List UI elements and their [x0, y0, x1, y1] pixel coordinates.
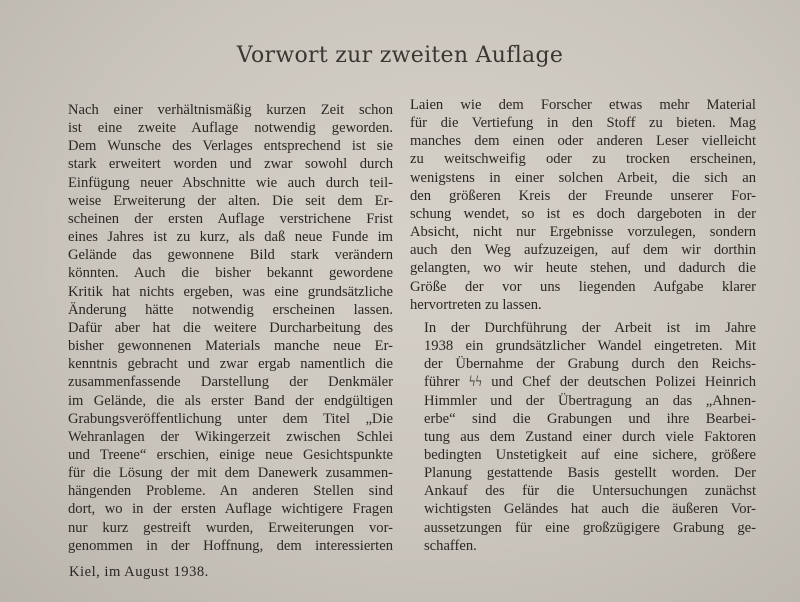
text-line: Größe der vor uns liegenden Aufgabe klarer: [410, 278, 756, 295]
text-line: Nach einer verhältnismäßig kurzen Zeit schon: [68, 102, 393, 118]
text-line: auch den Weg aufzuzeigen, auf dem wir dorthin: [410, 242, 756, 259]
text-line: Laien wie dem Forscher etwas mehr Material: [410, 97, 756, 113]
text-line: kenntnis gebracht und zwar ergab namentlich die: [68, 356, 393, 373]
text-line: bisher gewonnenen Materials manche neue Er-: [68, 338, 393, 355]
right-column: [410, 96, 756, 555]
text-line: zusammenfassende Darstellung der Denkmäler: [68, 374, 393, 391]
text-line: nur kurz gestreift wurden, Erweiterungen vor-: [68, 519, 393, 536]
text-line: manches dem einen oder anderen Leser vielleicht: [410, 133, 756, 150]
text-line: In der Durchführung der Arbeit ist im Jahre: [424, 319, 756, 336]
text-line: Dafür aber hat die weitere Durcharbeitung des: [68, 319, 393, 336]
text-line: weise Erweiterung der alten. Die seit dem Er-: [68, 192, 393, 209]
text-line: Gelände das gewonnene Bild stark verändern: [68, 247, 393, 264]
text-line: für die Vertiefung in den Stoff zu bieten. Mag: [410, 115, 756, 132]
text-line: Wehranlagen der Wikingerzeit zwischen Schlei: [68, 428, 393, 445]
text-line: wenigstens in einer solchen Arbeit, die sich an: [410, 169, 756, 186]
text-line: zu weitschweifig oder zu trocken erscheinen,: [410, 151, 756, 168]
text-line: genommen in der Hoffnung, dem interessierten: [68, 537, 393, 554]
text-line: Himmler und der Übertragung an das „Ahnen-: [424, 392, 756, 409]
text-line: den größeren Kreis der Freunde unserer For-: [410, 187, 756, 204]
text-line: scheinen der ersten Auflage verstrichene Frist: [68, 210, 393, 227]
text-line: hervortreten zu lassen.: [410, 296, 542, 313]
text-line: schaffen.: [424, 537, 477, 554]
text-line: der Übernahme der Grabung durch den Reichs-: [424, 356, 756, 373]
text-line: aussetzungen für eine großzügigere Grabung ge-: [424, 519, 756, 536]
text-line: für die Lösung der mit dem Danewerk zusammen-: [68, 465, 393, 482]
left-column: [54, 101, 393, 555]
text-line: ist eine zweite Auflage notwendig geworden.: [68, 120, 393, 137]
signature-place-date: Kiel, im August 1938.: [69, 564, 209, 580]
text-line: Änderung hätte notwendig erscheinen lassen.: [68, 301, 393, 318]
text-line: hängenden Probleme. An anderen Stellen sind: [68, 483, 393, 500]
text-line: schung wendet, so ist es doch dargeboten in der: [410, 205, 756, 222]
text-line: 1938 ein grundsätzlicher Wandel eingetreten. Mit: [424, 338, 756, 355]
text-line: Grabungsveröffentlichung unter dem Titel „Die: [68, 410, 393, 427]
paragraph-right-1: [410, 96, 756, 314]
text-line: Dem Wunsche des Verlages entsprechend ist sie: [68, 138, 393, 155]
text-line: dort, wo in der ersten Auflage wichtigere Fragen: [68, 501, 393, 518]
text-line: tung aus dem Zustand einer durch viele Faktoren: [424, 428, 756, 445]
text-line: wichtigsten Geländes hat auch die äußeren Vor-: [424, 501, 756, 518]
text-line: Einfügung neuer Abschnitte wie auch durch teil-: [68, 174, 393, 191]
text-line: führer ϟϟ und Chef der deutschen Polizei Heinrich: [424, 374, 756, 391]
text-line: Kritik hat nichts ergeben, was eine grundsätzliche: [68, 283, 393, 300]
paragraph-right-2: [410, 319, 756, 555]
text-line: bedingten Unstetigkeit auf eine sichere, größere: [424, 446, 756, 463]
text-line: gelangten, wo wir heute stehen, und dadurch die: [410, 260, 756, 277]
text-line: Ankauf des für die Untersuchungen zunächst: [424, 483, 756, 500]
paragraph-left: [54, 101, 393, 555]
text-line: stark erweitert worden und zwar sowohl durch: [68, 156, 393, 173]
text-line: erbe“ sind die Grabungen und ihre Bearbei-: [424, 410, 756, 427]
text-line: Absicht, nicht nur Ergebnisse vorzulegen, sondern: [410, 224, 756, 241]
text-line: im Gelände, die als erster Band der endgültigen: [68, 392, 393, 409]
text-line: Planung gestattende Basis gestellt worden. Der: [424, 465, 756, 482]
text-line: eines Jahres ist zu kurz, als daß neue Funde im: [68, 229, 393, 246]
text-line: und Treene“ erschien, einige neue Gesichtspunkte: [68, 446, 393, 463]
page-title: Vorwort zur zweiten Auflage: [236, 43, 564, 68]
text-line: könnten. Auch die bisher bekannt gewordene: [68, 265, 393, 282]
